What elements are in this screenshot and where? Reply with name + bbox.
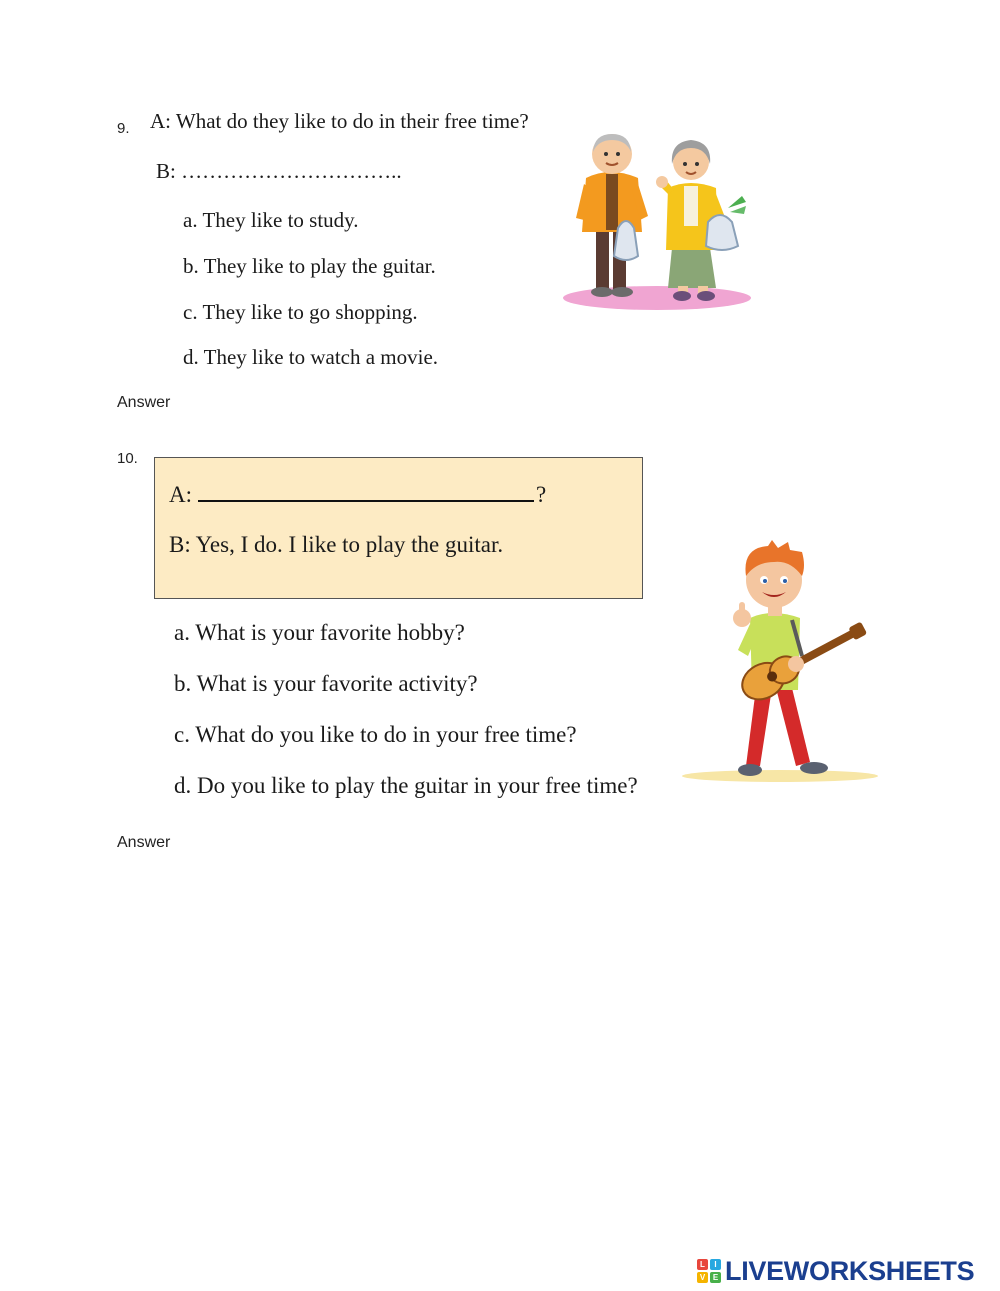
question-9-line-a: A: What do they like to do in their free time?: [150, 109, 529, 133]
question-10-number: 10.: [117, 450, 138, 467]
question-9-option-b[interactable]: b. They like to play the guitar.: [183, 254, 436, 278]
question-10-option-b[interactable]: b. What is your favorite activity?: [174, 671, 478, 696]
question-9-option-c[interactable]: c. They like to go shopping.: [183, 300, 418, 324]
liveworksheets-logo: [697, 1256, 974, 1286]
dialog-line-a-suffix: ?: [536, 482, 547, 507]
question-10-dialog-box: [154, 457, 643, 599]
question-9-line-b: B: …………………………..: [156, 159, 402, 183]
logo-letter-i: I: [710, 1259, 721, 1270]
question-10-option-a[interactable]: a. What is your favorite hobby?: [174, 620, 465, 645]
logo-text: LIVEWORKSHEETS: [725, 1255, 975, 1286]
logo-letter-v: V: [697, 1272, 708, 1283]
boy-playing-guitar-illustration: [680, 540, 880, 785]
question-10-option-c[interactable]: c. What do you like to do in your free time?: [174, 722, 577, 747]
logo-letter-e: E: [710, 1272, 721, 1283]
dialog-line-b: B: Yes, I do. I like to play the guitar.: [169, 532, 504, 557]
elderly-couple-shopping-illustration: [560, 128, 755, 314]
question-9-option-d[interactable]: d. They like to watch a movie.: [183, 345, 439, 369]
question-10-option-d[interactable]: d. Do you like to play the guitar in your free time?: [174, 773, 638, 798]
dialog-line-a-prefix: A:: [169, 482, 192, 507]
logo-letter-l: L: [697, 1259, 708, 1270]
question-9-answer-label: Answer: [117, 394, 171, 411]
question-9-number: 9.: [117, 120, 130, 137]
dialog-line-a: [169, 480, 546, 508]
question-10-answer-label: Answer: [117, 834, 171, 851]
dialog-blank-line: [198, 480, 534, 502]
question-9-option-a[interactable]: a. They like to study.: [183, 208, 359, 232]
logo-mark-icon: [697, 1259, 721, 1283]
